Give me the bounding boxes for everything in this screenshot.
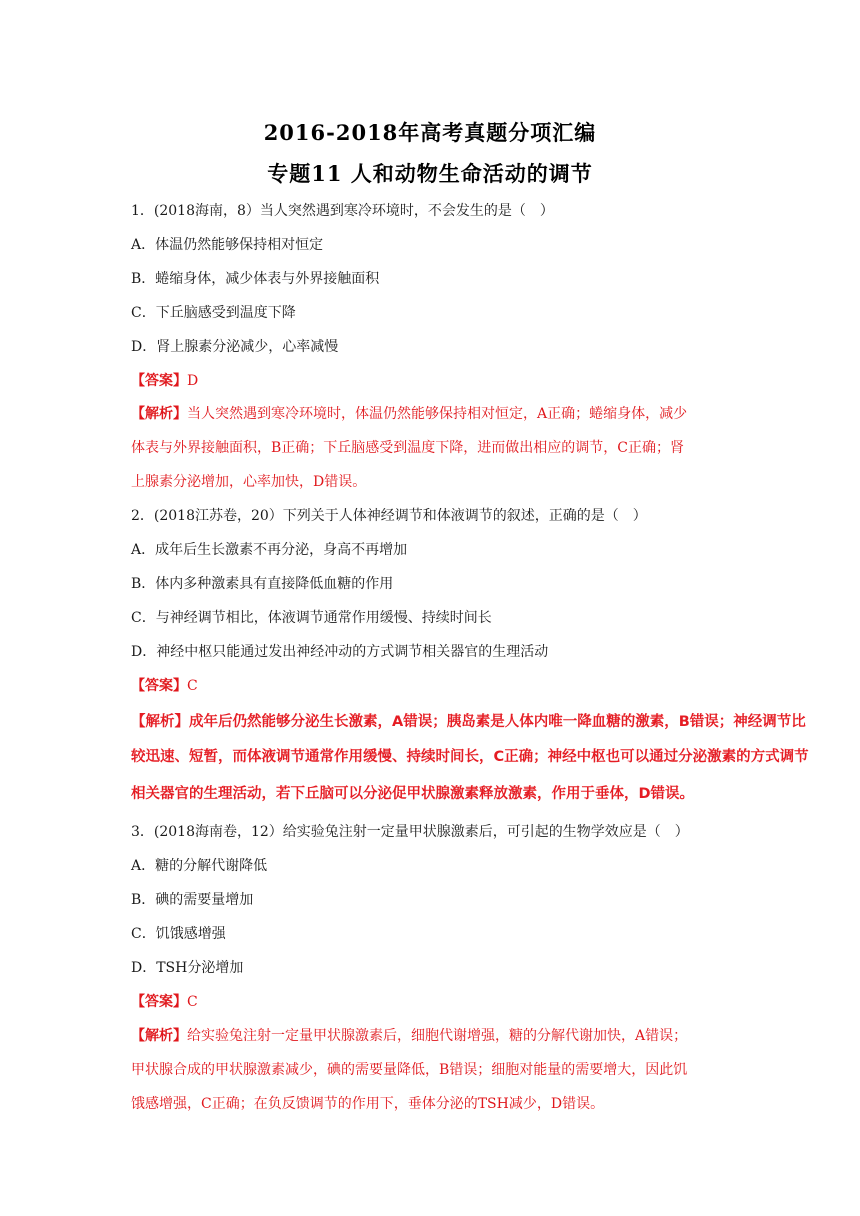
question-2-explanation-line-1: 【解析】成年后仍然能够分泌生长激素，A错误；胰岛素是人体内唯一降血糖的激素，B错误；神经调节比 — [131, 714, 806, 730]
question-1-explanation-line-1: 【解析】当人突然遇到寒冷环境时，体温仍然能够保持相对恒定，A正确；蜷缩身体，减少 — [131, 406, 688, 422]
question-2-option-c: C．与神经调节相比，体液调节通常作用缓慢、持续时间长 — [131, 610, 492, 626]
question-2-answer — [131, 677, 198, 695]
answer-tag: 【答案】 — [131, 373, 187, 389]
question-1-explanation-line-3: 上腺素分泌增加，心率加快，D错误。 — [131, 474, 367, 490]
document-subtitle: 专题11 人和动物生命活动的调节 — [267, 161, 593, 186]
question-1-explanation-line-2: 体表与外界接触面积，B正确；下丘脑感受到温度下降，进而做出相应的调节，C正确；肾 — [131, 440, 684, 456]
question-3-explanation-line-2: 甲状腺合成的甲状腺激素减少，碘的需要量降低，B错误；细胞对能量的需要增大，因此饥 — [131, 1062, 688, 1078]
explanation-tag: 【解析】 — [131, 1028, 187, 1044]
question-3-option-c: C．饥饿感增强 — [131, 926, 226, 942]
question-1-answer — [131, 372, 198, 390]
question-3-option-d: D．TSH分泌增加 — [131, 960, 244, 976]
question-2-explanation-line-3: 相关器官的生理活动，若下丘脑可以分泌促甲状腺激素释放激素，作用于垂体，D错误。 — [131, 786, 695, 802]
question-1-option-a: A．体温仍然能够保持相对恒定 — [131, 237, 324, 253]
question-1-option-b: B．蜷缩身体，减少体表与外界接触面积 — [131, 271, 380, 287]
question-3-option-b: B．碘的需要量增加 — [131, 892, 254, 908]
question-3-explanation-line-3: 饿感增强，C正确；在负反馈调节的作用下，垂体分泌的TSH减少，D错误。 — [131, 1096, 605, 1112]
question-2-option-a: A．成年后生长激素不再分泌，身高不再增加 — [131, 542, 408, 558]
question-3-answer — [131, 993, 198, 1011]
answer-value: C — [187, 994, 198, 1010]
question-1-option-c: C．下丘脑感受到温度下降 — [131, 305, 296, 321]
answer-value: D — [187, 373, 199, 389]
question-2-stem: 2．(2018江苏卷，20）下列关于人体神经调节和体液调节的叙述，正确的是（ ） — [131, 508, 647, 524]
question-2-explanation-line-2: 较迅速、短暂，而体液调节通常作用缓慢、持续时间长，C正确；神经中枢也可以通过分泌激素的方式调节 — [131, 749, 809, 765]
question-3-stem: 3．(2018海南卷，12）给实验兔注射一定量甲状腺激素后，可引起的生物学效应是（ ） — [131, 824, 689, 840]
question-2-option-b: B．体内多种激素具有直接降低血糖的作用 — [131, 576, 394, 592]
question-3-option-a: A．糖的分解代谢降低 — [131, 858, 268, 874]
question-1-option-d: D．肾上腺素分泌减少，心率减慢 — [131, 339, 339, 355]
explanation-tag: 【解析】 — [131, 406, 187, 422]
answer-tag: 【答案】 — [131, 994, 187, 1010]
question-1-stem: 1．(2018海南，8）当人突然遇到寒冷环境时，不会发生的是（ ） — [131, 203, 554, 219]
document-title: 2016-2018年高考真题分项汇编 — [263, 120, 597, 145]
answer-tag: 【答案】 — [131, 678, 187, 694]
explanation-tag: 【解析】 — [131, 714, 189, 730]
question-3-explanation-line-1: 【解析】给实验兔注射一定量甲状腺激素后，细胞代谢增强，糖的分解代谢加快，A错误； — [131, 1028, 688, 1044]
question-2-option-d: D．神经中枢只能通过发出神经冲动的方式调节相关器官的生理活动 — [131, 644, 549, 660]
answer-value: C — [187, 678, 198, 694]
